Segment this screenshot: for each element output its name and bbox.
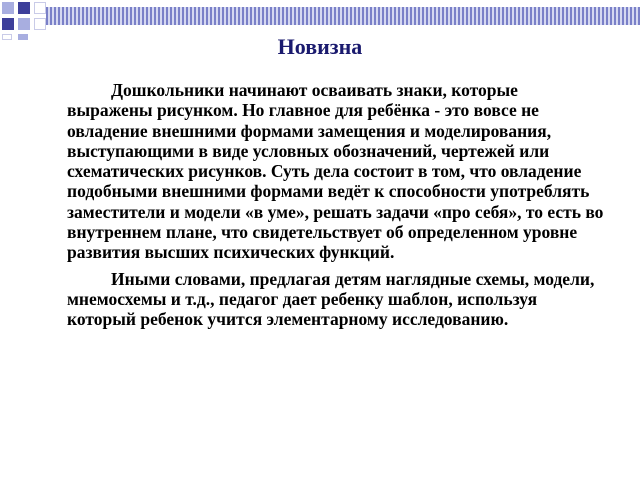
decor-square [18, 18, 30, 30]
decor-square [2, 18, 14, 30]
slide-title: Новизна [277, 34, 363, 59]
body-paragraph: Дошкольники начинают осваивать знаки, которые выражены рисунком. Но главное для ребёнка - это вовсе не овладение внешними формами замещения и моделирования, выступающими в виде условных обозначений, чертежей или схематических рисунков. Суть дела состоит в том, что овладение подобными внешними формами ведёт к способности употреблять заместители и модели «в уме», решать задачи «про себя», то есть во внутреннем плане, что свидетельствует об определенном уровне развития высших психических функций. [67, 80, 604, 263]
body-paragraph: Иными словами, предлагая детям наглядные схемы, модели, мнемосхемы и т.д., педагог дает ребенку шаблон, используя который ребенок учится элементарному исследованию. [67, 268, 595, 330]
decor-square [18, 2, 30, 14]
slide-body [67, 80, 607, 330]
decor-square [34, 2, 46, 14]
decor-square [34, 18, 46, 30]
decor-stripe-bar [46, 7, 640, 25]
decor-square [2, 2, 14, 14]
